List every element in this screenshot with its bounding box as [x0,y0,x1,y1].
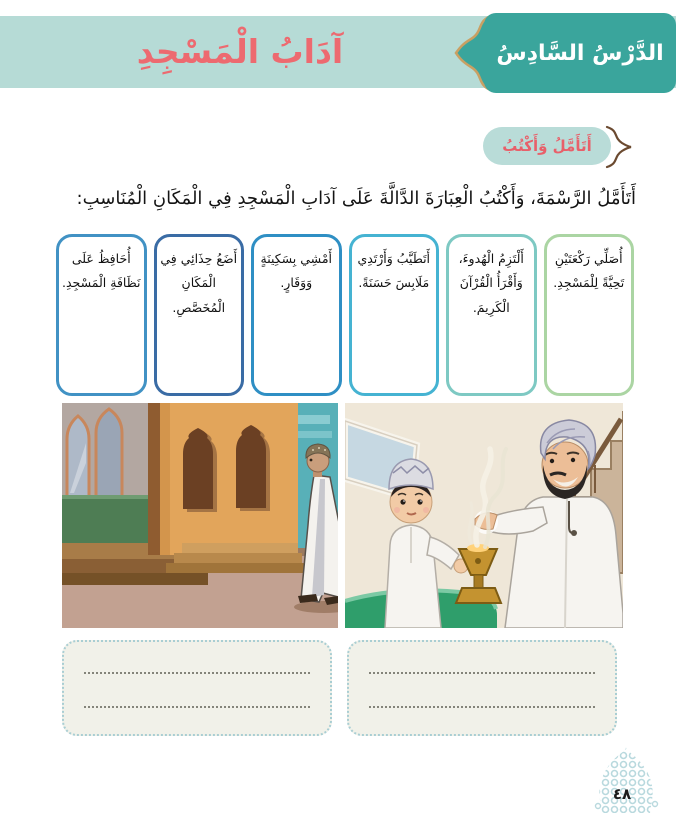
page-number: ٤٨ [612,785,632,803]
writing-line[interactable] [84,672,310,674]
phrase-options-row [56,234,634,396]
instruction-text: أَتَأَمَّلُ الرَّسْمَةَ، وَأَكْتُبُ الْعِبَارَةَ الدَّالَّةَ عَلَى آدَابِ الْمَسْجِدِ فِي الْمَكَانِ الْمُنَاسِبِ: [76,188,636,209]
activity-badge [483,127,633,165]
illustration-man-walking-to-mosque [62,403,338,628]
writing-line[interactable] [84,706,310,708]
activity-badge-pill [483,127,611,165]
phrase-box-perfume-nice-clothes: أَتَطَيَّبُ وَأَرْتَدِي مَلَابِسَ حَسَنَةً. [349,234,440,396]
page-title: آدَابُ الْمَسْجِدِ [136,32,344,71]
answer-box-right[interactable] [347,640,617,736]
lesson-label: الدَّرْسُ السَّادِسُ [496,40,664,66]
writing-line[interactable] [369,672,595,674]
phrase-box-walk-calmly: أَمْشِي بِسَكِينَةٍ وَوَقَارٍ. [251,234,342,396]
lesson-tab [484,13,676,93]
badge-bracket-icon [605,125,635,169]
phrase-box-shoes-designated-place: أَضَعُ حِذَائِي فِي الْمَكَانِ الْمُخَصَّصِ. [154,234,245,396]
writing-line[interactable] [369,706,595,708]
phrase-box-keep-quiet-read-quran: أَلْتَزِمُ الْهُدوءَ، وَأَقْرَأُ الْقُرْآنَ الْكَرِيمَ. [446,234,537,396]
illustration-boy-incense-man [345,403,623,628]
phrase-box-keep-mosque-clean: أُحَافِظُ عَلَى نَظَافَةِ الْمَسْجِدِ. [56,234,147,396]
phrase-box-pray-two-rakahs: أُصَلِّي رَكْعَتَيْنِ تَحِيَّةً لِلْمَسْجِدِ. [544,234,635,396]
answer-box-left[interactable] [62,640,332,736]
activity-badge-label: أَتَأَمَّلُ وَأَكْتُبُ [502,137,592,155]
